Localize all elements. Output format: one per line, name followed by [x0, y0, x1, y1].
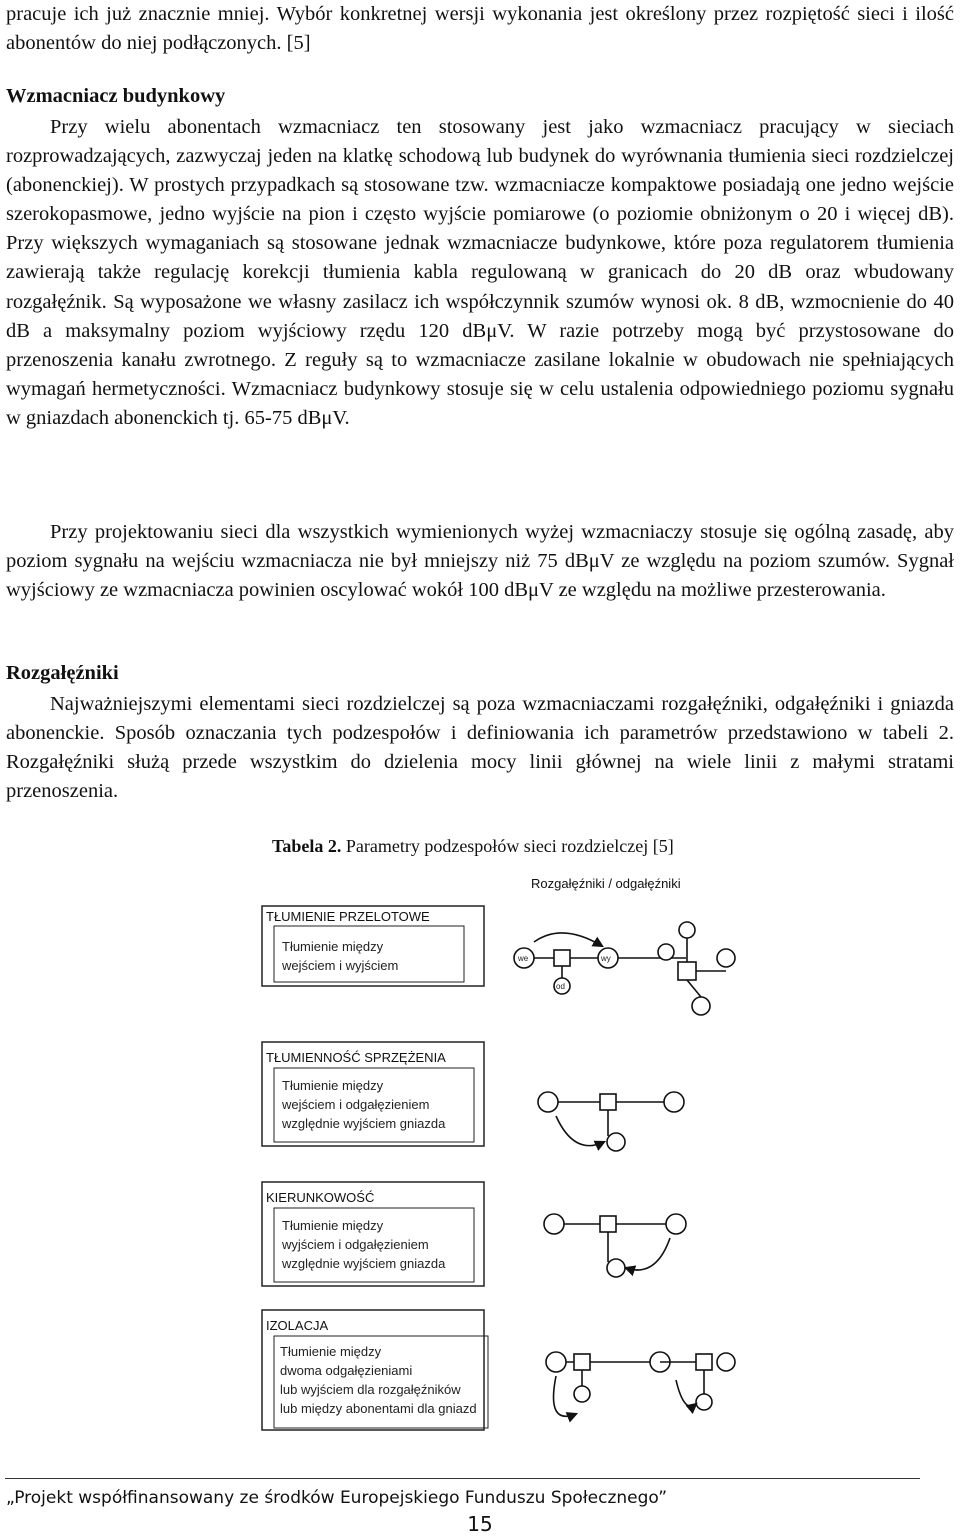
table-caption-text: Parametry podzespołów sieci rozdzielczej [5] [341, 836, 674, 856]
row-line-2: wejściem i wyjściem [282, 958, 399, 973]
directional-coupler-symbol [544, 1214, 686, 1277]
isolation-symbol [546, 1352, 735, 1416]
row-line-2: wyjściem i odgałęzieniem [282, 1237, 429, 1252]
footer-rule [5, 1478, 920, 1479]
port-label-input: we [518, 954, 529, 963]
row-isolation [262, 1310, 735, 1430]
coupler-symbol [538, 1092, 684, 1151]
row-line-1: Tłumienie między [282, 1218, 384, 1233]
row-line-2: dwoma odgałęzieniami [280, 1363, 413, 1378]
row-line-3: względnie wyjściem gniazda [282, 1116, 446, 1131]
footer-note: „Projekt współfinansowany ze środków Europejskiego Funduszu Społecznego” [6, 1488, 668, 1508]
row-label-box [274, 926, 464, 982]
row-title: IZOLACJA [266, 1318, 329, 1333]
row-title: TŁUMIENIE PRZELOTOWE [266, 909, 430, 924]
components-parameter-table [256, 866, 748, 1458]
section-heading-building-amplifier: Wzmacniacz budynkowy [6, 85, 226, 107]
row-line-3: lub wyjściem dla rozgałęźników [280, 1382, 461, 1397]
row-line-3: względnie wyjściem gniazda [282, 1256, 446, 1271]
design-rule-paragraph: Przy projektowaniu sieci dla wszystkich wymienionych wyżej wzmacniaczy stosuje się ogólną zasadę, aby poziom sygnału na wejściu wzmacniacza nie był mniejszy niż 75 dBμV ze względu na poziom szumów. Sygnał wyjściowy ze wzmacniacza powinien oscylować wokół 100 dBμV ze względu na możliwe przesterowania. [6, 521, 954, 602]
row-line-2: wejściem i odgałęzieniem [282, 1097, 430, 1112]
row-line-1: Tłumienie między [282, 939, 384, 954]
intro-paragraph: pracuje ich już znacznie mniej. Wybór konkretnej wersji wykonania jest określony przez rozpiętość sieci i ilość abonentów do niej podłączonych. [5] [6, 3, 954, 55]
table-caption [272, 836, 674, 857]
row-line-4: lub między abonentami dla gniazd [280, 1401, 477, 1416]
table-caption-number: Tabela 2. [272, 836, 342, 856]
row-through-loss [262, 906, 735, 1015]
row-line-1: Tłumienie między [280, 1344, 382, 1359]
row-directivity [262, 1182, 686, 1286]
row-title: TŁUMIENNOŚĆ SPRZĘŻENIA [266, 1050, 446, 1065]
splitter-symbol [514, 922, 735, 1015]
row-line-1: Tłumienie między [282, 1078, 384, 1093]
row-title: KIERUNKOWOŚĆ [266, 1190, 375, 1205]
splitters-paragraph: Najważniejszymi elementami sieci rozdzielczej są poza wzmacniaczami rozgałęźniki, odgałęźniki i gniazda abonenckie. Sposób oznaczania tych podzespołów i definiowania ich parametrów przedstawiono w tabeli 2. Rozgałęźniki służą przede wszystkim do dzielenia mocy linii głównej na wiele linii z małymi stratami przenoszenia. [6, 693, 954, 803]
table-header: Rozgałęźniki / odgałęźniki [531, 876, 681, 891]
port-label-branch: od [556, 982, 565, 991]
section-heading-splitters: Rozgałęźniki [6, 662, 119, 684]
building-amplifier-paragraph: Przy wielu abonentach wzmacniacz ten stosowany jest jako wzmacniacz pracujący w sieciach rozprowadzających, zazwyczaj jeden na klatkę schodową lub budynek do wyrównania tłumienia sieci rozdzielczej (abonenckiej). W prostych przypadkach są stosowane tzw. wzmacniacze kompaktowe posiadają one jedno wejście szerokopasmowe, jedno wyjście na pion i często wyjście pomiarowe (o poziomie obniżonym o 20 i więcej dB). Przy większych wymaganiach są stosowane jednak wzmacniacze budynkowe, które poza regulatorem tłumienia zawierają także regulację korekcji tłumienia kabla regulowaną w granicach do 20 dB oraz wbudowany rozgałęźnik. Są wyposażone we własny zasilacz ich współczynnik szumów wynosi ok. 8 dB, wzmocnienie do 40 dB a maksymalny poziom wyjściowy rzędu 120 dBμV. W razie potrzeby mogą być przystosowane do przenoszenia kanału zwrotnego. Z reguły są to wzmacniacze zasilane lokalnie w obudowach nie spełniających wymagań hermetyczności. Wzmacniacz budynkowy stosuje się w celu ustalenia odpowiedniego poziomu sygnału w gniazdach abonenckich tj. 65-75 dBμV. [6, 116, 954, 429]
page-number: 15 [467, 1512, 493, 1536]
port-label-output: wy [601, 954, 611, 963]
row-coupling-loss [262, 1042, 684, 1151]
